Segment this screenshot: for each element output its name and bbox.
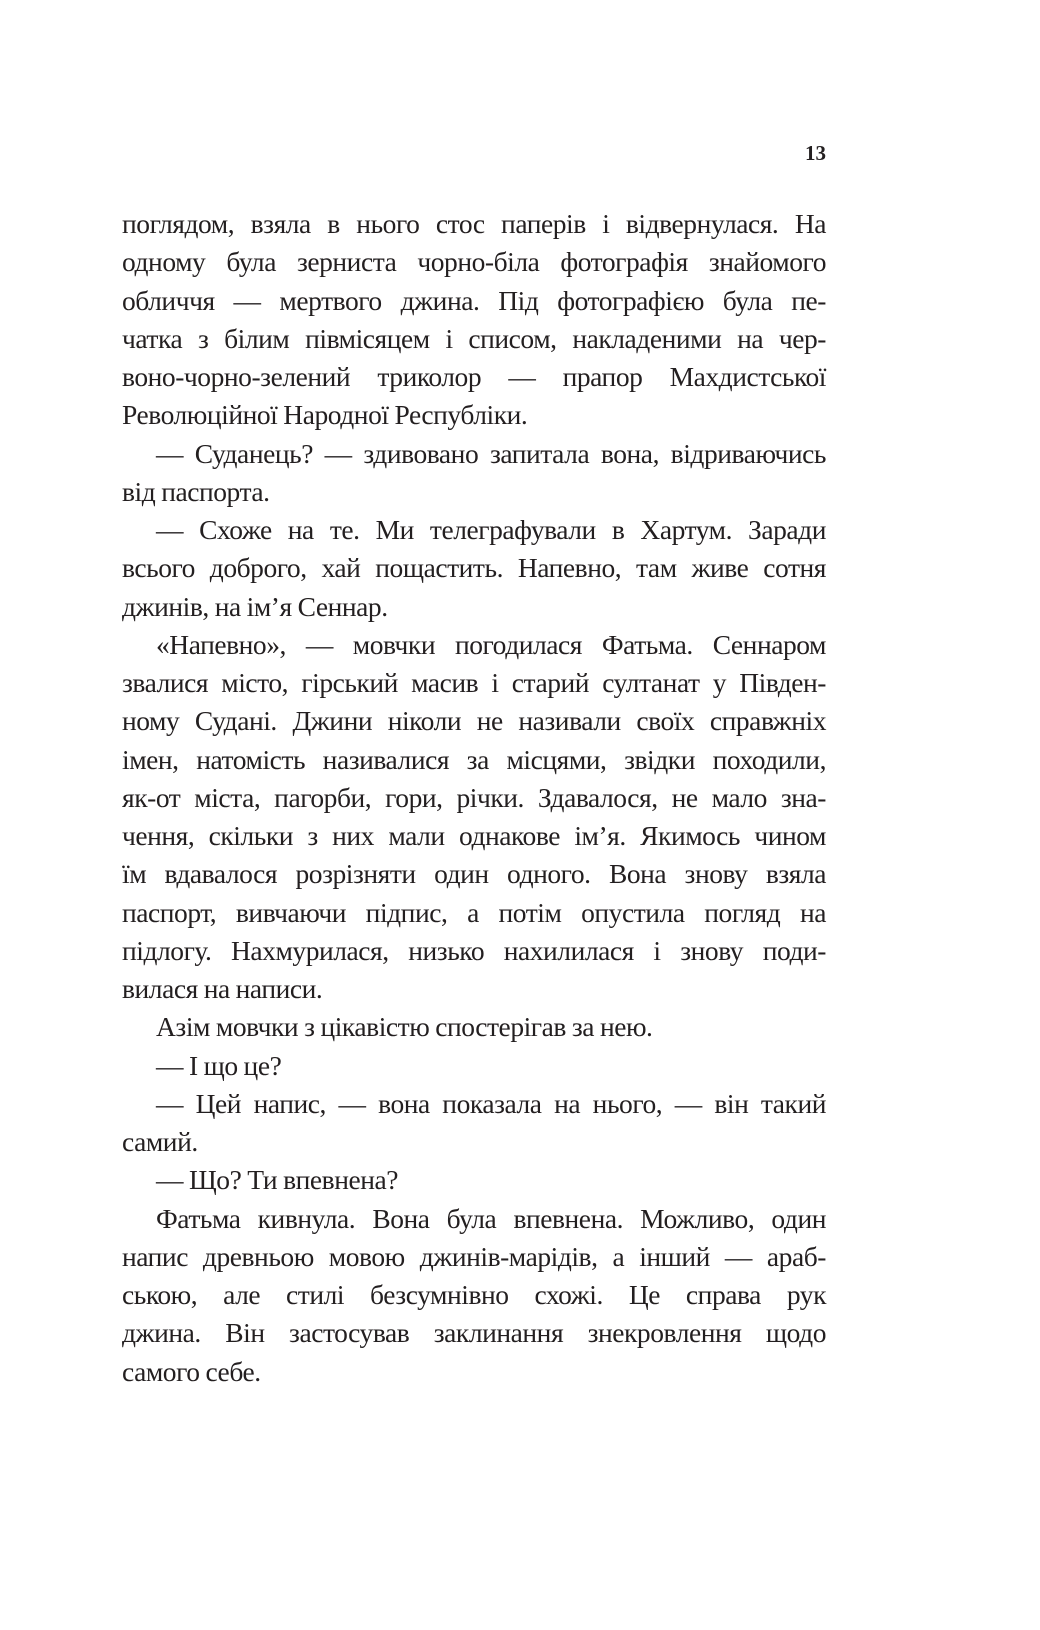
text-line: поглядом, взяла в нього стос паперів і відвернулася. На — [122, 208, 826, 239]
text-line: ською, але стилі безсумнівно схожі. Це справа рук — [122, 1279, 826, 1310]
page-number: 13 — [805, 141, 826, 165]
text-line: паспорт, вивчаючи підпис, а потім опустила погляд на — [122, 896, 826, 928]
text-line: чатка з білим півмісяцем і списом, накладеними на чер- — [122, 322, 826, 354]
text-line: ному Судані. Джини ніколи не називали своїх справжніх — [122, 705, 826, 737]
text-line: самий. — [122, 1126, 198, 1157]
text-line: воно-чорно-зелений триколор — прапор Махдистської — [122, 361, 826, 392]
text-line: звалися місто, гірський масив і старий султанат у Півден- — [122, 667, 826, 698]
text-line: — Суданець? — здивовано запитала вона, відриваючись — [156, 437, 826, 469]
text-line: чення, скільки з них мали однакове ім’я. Якимось чином — [122, 820, 826, 851]
text-line: обличчя — мертвого джина. Під фотографією була пе- — [122, 284, 826, 316]
text-line: джинів, на ім’я Сеннар. — [122, 590, 388, 622]
body-text — [122, 205, 826, 1391]
text-line: всього доброго, хай пощастить. Напевно, там живе сотня — [122, 552, 826, 584]
text-line: «Напевно», — мовчки погодилася Фатьма. Сеннаром — [156, 628, 826, 660]
text-line: джина. Він застосував заклинання знекровлення щодо — [122, 1317, 826, 1349]
text-line: — Цей напис, — вона показала на нього, — він такий — [156, 1087, 826, 1119]
text-line: — Схоже на те. Ми телеграфували в Хартум. Заради — [156, 514, 826, 545]
text-line: вилася на написи. — [122, 973, 323, 1004]
text-line: — І що це? — [156, 1049, 282, 1081]
text-line: Фатьма кивнула. Вона була впевнена. Можливо, один — [156, 1202, 826, 1234]
text-line: від паспорта. — [122, 475, 270, 507]
text-line: Революційної Народної Республіки. — [122, 399, 528, 431]
text-line: імен, натомість називалися за місцями, звідки походили, — [122, 743, 826, 775]
text-line: напис древньою мовою джинів-марідів, а інший — араб- — [122, 1240, 826, 1272]
text-line: Азім мовчки з цікавістю спостерігав за нею. — [156, 1011, 653, 1043]
text-line: їм вдавалося розрізняти один одного. Вона знову взяла — [122, 858, 826, 890]
text-line: самого себе. — [122, 1355, 261, 1387]
text-line: як-от міста, пагорби, гори, річки. Здавалося, не мало зна- — [122, 781, 826, 813]
text-line: — Що? Ти впевнена? — [156, 1164, 398, 1196]
text-line: одному була зерниста чорно-біла фотографія знайомого — [122, 246, 826, 278]
text-line: підлогу. Нахмурилася, низько нахилилася і знову поди- — [122, 934, 826, 966]
